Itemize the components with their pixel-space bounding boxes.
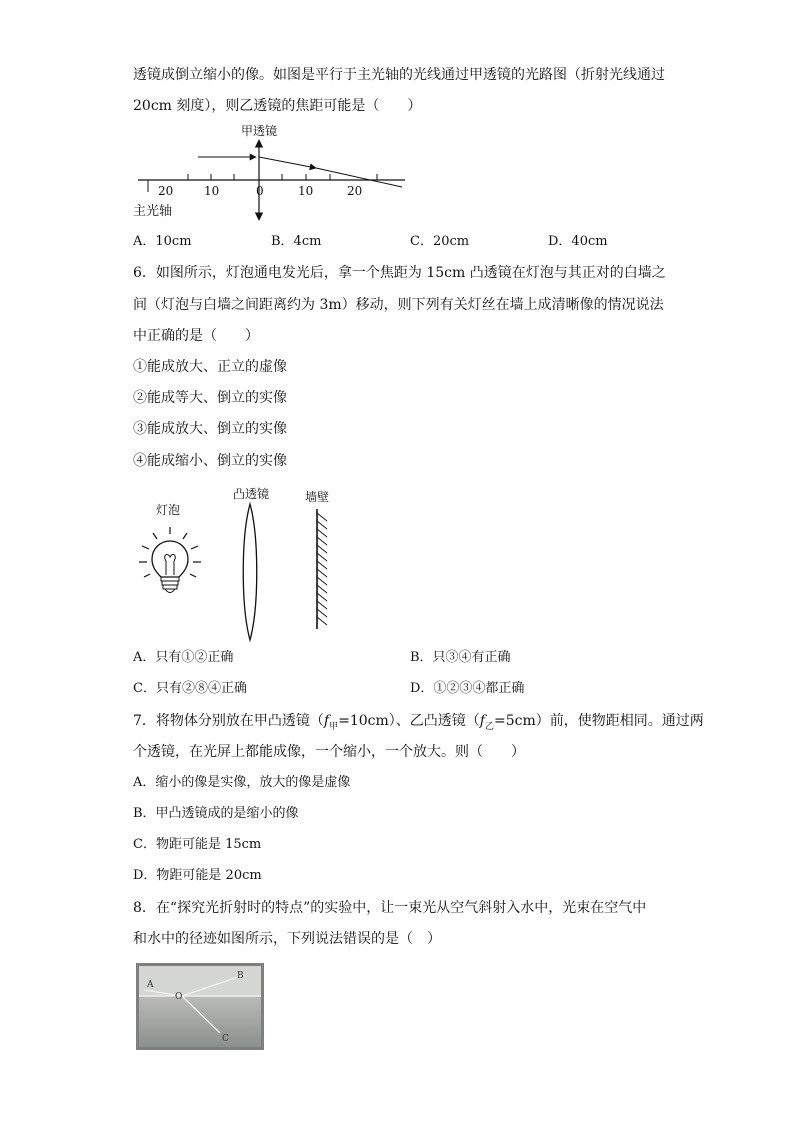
refraction-photo	[136, 963, 264, 1050]
q5-option-b: B．4cm	[271, 234, 322, 249]
photo-label-b: B	[237, 971, 244, 981]
photo-label-c: C	[222, 1034, 229, 1044]
q6-text-line1: 6．如图所示，灯泡通电发光后，拿一个焦距为 15cm 凸透镜在灯泡与其正对的白墙之	[133, 265, 666, 281]
tick-label: 10	[204, 184, 220, 198]
tick-label: 20	[347, 184, 363, 198]
q7-option-d: D．物距可能是 20cm	[133, 868, 262, 883]
q6-statement-2: ②能成等大、倒立的实像	[133, 390, 287, 406]
bulb-icon	[135, 525, 205, 600]
q7-text-line1: 7．将物体分别放在甲凸透镜$(f_甲=10cm)$、乙凸透镜$(f_乙=5cm)$前，使物距相同。通过两	[133, 713, 704, 732]
q5-option-a: A．10cm	[133, 234, 192, 249]
q7-option-c: C．物距可能是 15cm	[133, 837, 262, 852]
q6-option-b: B．只③④有正确	[410, 650, 511, 665]
wall-shape	[312, 507, 334, 631]
bulb-label: 灯泡	[156, 503, 181, 517]
q6-text-line2: 间（灯泡与白墙之间距离约为 3m）移动，则下列有关灯丝在墙上成清晰像的情况说法	[133, 297, 664, 313]
refracted-ray	[259, 157, 316, 168]
wall-label: 墙壁	[305, 490, 330, 504]
tick-label: 0	[256, 184, 264, 198]
q6-option-c: C．只有②⑧④正确	[133, 681, 247, 696]
q6-text-line3: 中正确的是（ ）	[133, 328, 259, 344]
q7-text-line2: 个透镜，在光屏上都能成像，一个缩小，一个放大。则（ ）	[133, 744, 525, 760]
q6-option-d: D．①②③④都正确	[410, 681, 525, 696]
q7-option-b: B．甲凸透镜成的是缩小的像	[133, 806, 299, 821]
q6-statement-4: ④能成缩小、倒立的实像	[133, 453, 287, 469]
q6-statement-3: ③能成放大、倒立的实像	[133, 421, 287, 437]
q5-text-line1: 透镜成倒立缩小的像。如图是平行于主光轴的光线通过甲透镜的光路图（折射光线通过	[133, 67, 665, 83]
q5-option-c: C．20cm	[410, 234, 470, 249]
main-axis-label: 主光轴	[133, 204, 173, 219]
q5-text-line2: 20cm 刻度），则乙透镜的焦距可能是（ ）	[133, 98, 422, 114]
q5-option-d: D．40cm	[548, 234, 608, 249]
photo-label-a: A	[147, 980, 154, 990]
q8-text-line2: 和水中的径迹如图所示，下列说法错误的是（ ）	[133, 931, 441, 947]
q7-option-a: A．缩小的像是实像，放大的像是虚像	[133, 775, 351, 790]
q6-option-a: A．只有①②正确	[133, 650, 234, 665]
tick-label: 20	[158, 184, 174, 198]
q8-text-line1: 8．在“探究光折射时的特点”的实验中，让一束光从空气斜射入水中，光束在空气中	[133, 900, 647, 916]
convex-lens-shape	[235, 502, 265, 642]
tick-label: 10	[298, 184, 314, 198]
q6-statement-1: ①能成放大、正立的虚像	[133, 359, 287, 375]
convex-lens-label: 凸透镜	[233, 487, 270, 501]
lens-jia-label: 甲透镜	[241, 124, 278, 138]
photo-label-o: O	[175, 992, 183, 1002]
